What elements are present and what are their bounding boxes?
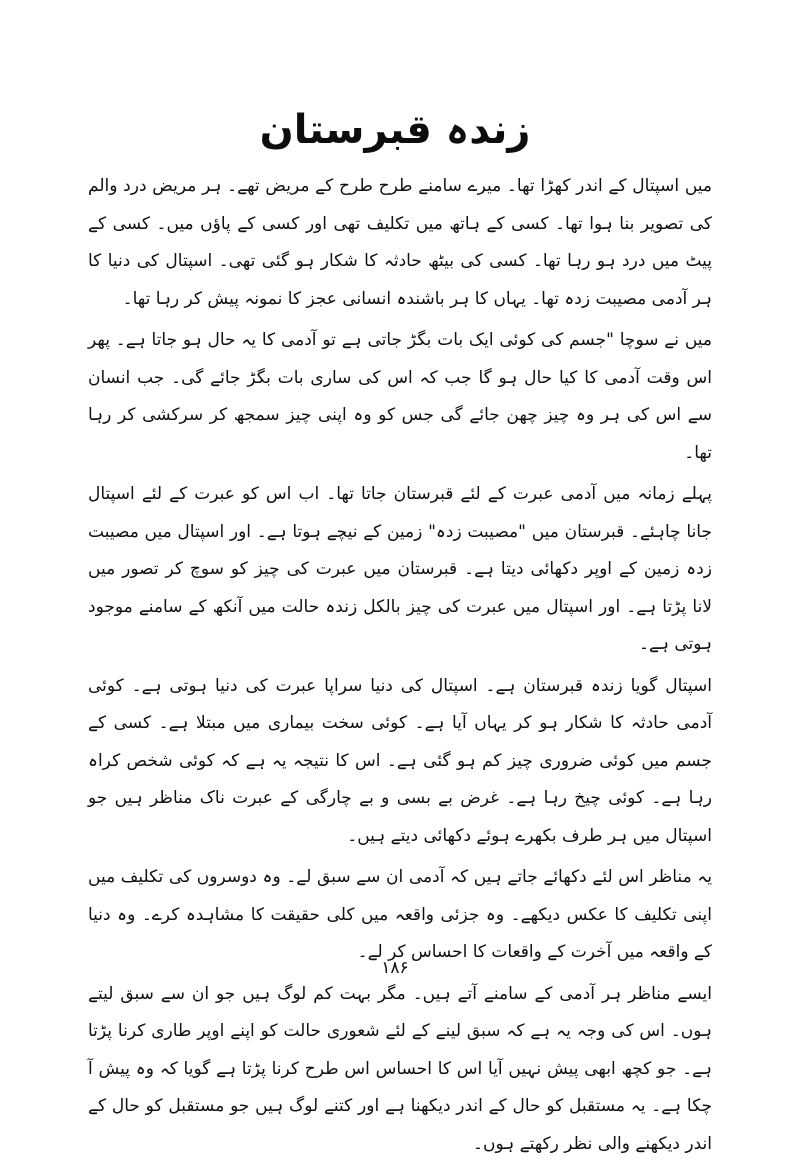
article-body bbox=[88, 168, 712, 1167]
paragraph-5: یہ مناظر اس لئے دکھائے جاتے ہیں کہ آدمی ان سے سبق لے۔ وہ دوسروں کی تکلیف میں اپنی تکلیف کا عکس دیکھے۔ وہ جزئی واقعہ میں کلی حقیقت کا مشاہدہ کرے۔ وہ دنیا کے واقعہ میں آخرت کے واقعات کا احساس کر لے۔ bbox=[88, 867, 712, 962]
paragraph-4: اسپتال گویا زندہ قبرستان ہے۔ اسپتال کی دنیا سراپا عبرت کی دنیا ہوتی ہے۔ کوئی آدمی حادثہ کا شکار ہو کر یہاں آیا ہے۔ کوئی سخت بیماری میں مبتلا ہے۔ کسی کے جسم میں کوئی ضروری چیز کم ہو گئی ہے۔ اس کا نتیجہ یہ ہے کہ کوئی شخص کراہ رہا ہے۔ کوئی چیخ رہا ہے۔ غرض بے بسی و بے چارگی کے عبرت ناک مناظر ہیں جو اسپتال میں ہر طرف بکھرے ہوئے دکھائی دیتے ہیں۔ bbox=[88, 675, 712, 846]
paragraph-3: پہلے زمانہ میں آدمی عبرت کے لئے قبرستان جاتا تھا۔ اب اس کو عبرت کے لئے اسپتال جانا چاہئے۔ قبرستان میں "مصیبت زدہ" زمین کے نیچے ہوتا ہے۔ اور اسپتال میں مصیبت زدہ زمین کے اوپر دکھائی دیتا ہے۔ قبرستان میں عبرت کی چیز کو سوچ کر تصور میں لانا پڑتا ہے۔ اور اسپتال میں عبرت کی چیز بالکل زندہ حالت میں آنکھ کے سامنے موجود ہوتی ہے۔ bbox=[88, 484, 712, 654]
page-number: ۱۸۶ bbox=[381, 958, 409, 978]
page-title: زندہ قبرستان bbox=[259, 107, 531, 153]
paragraph-6: ایسے مناظر ہر آدمی کے سامنے آتے ہیں۔ مگر بہت کم لوگ ہیں جو ان سے سبق لیتے ہوں۔ اس کی وجہ یہ ہے کہ سبق لینے کے لئے شعوری حالت کو اپنے اوپر طاری کرنا پڑتا ہے۔ جو کچھ ابھی پیش نہیں آیا اس کا احساس اس طرح کرنا پڑتا ہے گویا کہ وہ پیش آ چکا ہے۔ یہ مستقبل کو حال کے اندر دیکھنا ہے اور کتنے لوگ ہیں جو مستقبل کو حال کے اندر دیکھنے والی نظر رکھتے ہوں۔ bbox=[88, 983, 712, 1154]
paragraph-2: میں نے سوچا "جسم کی کوئی ایک بات بگڑ جاتی ہے تو آدمی کا یہ حال ہو جاتا ہے۔ پھر اس وقت آدمی کا کیا حال ہو گا جب کہ اس کی ساری بات بگڑ جائے گی۔ جب انسان سے اس کی ہر وہ چیز چھن جائے گی جس کو وہ اپنی چیز سمجھ کر سرکشی کر رہا تھا۔ bbox=[88, 330, 712, 463]
paragraph-1: میں اسپتال کے اندر کھڑا تھا۔ میرے سامنے طرح طرح کے مریض تھے۔ ہر مریض درد والم کی تصویر بنا ہوا تھا۔ کسی کے ہاتھ میں تکلیف تھی اور کسی کے پاؤں میں۔ کسی کے پیٹ میں درد ہو رہا تھا۔ کسی کی بیٹھ حادثہ کا شکار ہو گئی تھی۔ اسپتال کی دنیا کا ہر آدمی مصیبت زدہ تھا۔ یہاں کا ہر باشندہ انسانی عجز کا نمونہ پیش کر رہا تھا۔ bbox=[88, 176, 712, 309]
